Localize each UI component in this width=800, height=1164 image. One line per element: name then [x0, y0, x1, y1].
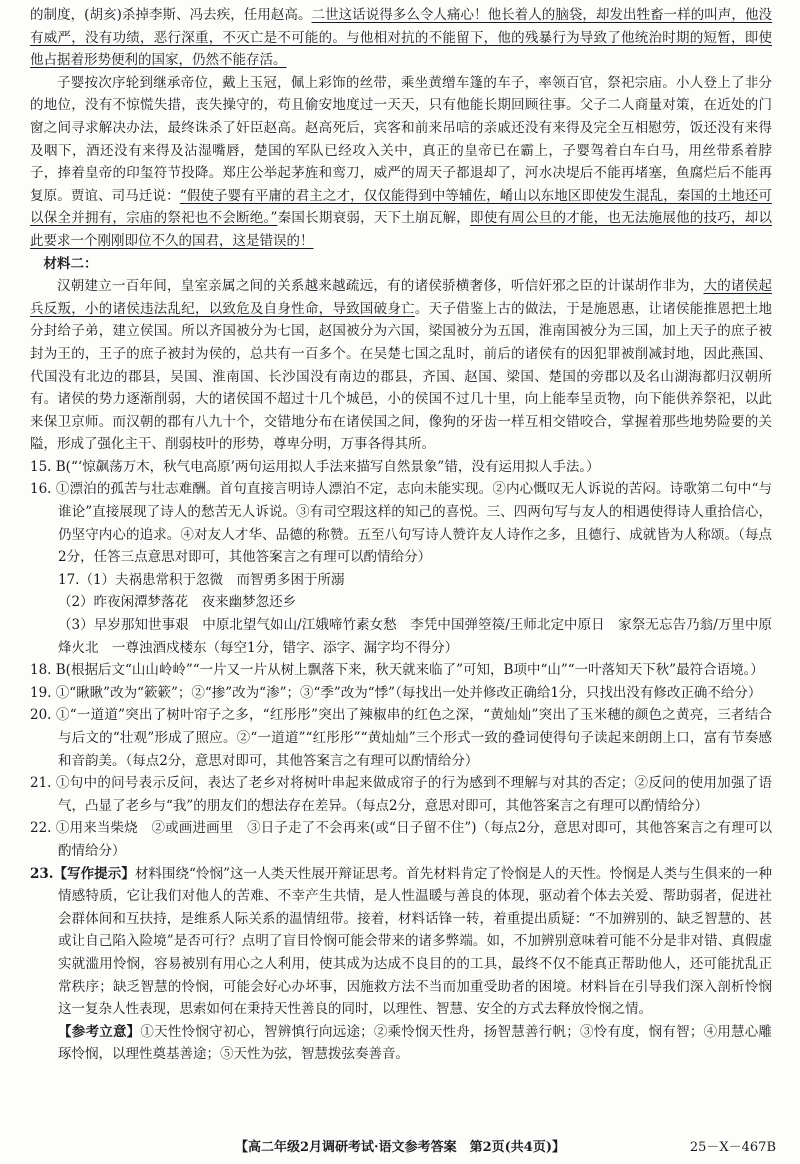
answer-17 — [30, 569, 772, 659]
passage2-underlined: 大的诸侯起兵反叛，小的诸侯违法乱纪，以致危及自身性命，导致国破身亡 — [30, 278, 773, 317]
passage1-para2-a: 子婴按次序轮到继承帝位，戴上玉冠，佩上彩饰的丝带，乘坐黄缯车篷的车子，率领百官，祭祀宗庙。小人登上了非分的地位，没有不惊慌失措，丧失操守的，苟且偷安地度过一天天，只有他能长期回顾往事。父子二人商量对策，在近处的门窗之间寻求解决办法，最终诛杀了奸臣赵高。赵高死后，宾客和前来吊唁的亲戚还没有来得及完全互相慰劳，饭还没有来得及咽下，酒还没有来得及沾湿嘴唇，楚国的军队已经攻入关中，真正的皇帝已在霸上，子婴驾着白车白马，用丝带系着脖子，捧着皇帝的印玺符节投降。郑庄公举起茅旌和鸾刀，威严的周天子都退却了，河水决堤后不能再堵塞，鱼腐烂后不能再复原。贾谊、司马迁说： — [30, 74, 772, 204]
answer-21: 21. ①句中的问号表示反问，表达了老乡对将树叶串起来做成帘子的行为感到不理解与对其的否定；②反问的使用加强了语气，凸显了老乡与“我”的朋友们的想法存在差异。（每点2分，意思对即可，其他答案言之有理可以酌情给分） — [30, 775, 772, 814]
passage1-para1-underlined: 二世这话说得多么令人痛心！他长着人的脑袋，却发出牲畜一样的叫声，他没有威严，没有功绩，恶行深重，不灭亡是不可能的。与他相对抗的不能留下，他的残暴行为导致了他统治时期的短暂，即使他占据着形势便利的国家，仍然不能存活。 — [30, 7, 772, 69]
page-content — [30, 4, 772, 1066]
answer-19: 19. ①“瞅瞅”改为“簌簌”；②“掺”改为“渗”；③“季”改为“悸”（每找出一处并修改正确给1分，只找出没有修改正确不给分） — [30, 684, 762, 701]
passage1-para2-c: 秦国长期衰弱，天下土崩瓦解， — [277, 210, 471, 227]
answer-17-part3: （3）早岁那知世事艰 中原北望气如山/江娥啼竹素女愁 李凭中国弹箜篌/王师北定中原日 家祭无忘告乃翁/万里中原烽火北 一尊浊酒戍楼东（每空1分，错字、添字、漏字均不得分） — [58, 617, 772, 656]
answer-17-part1: 17.（1）夫祸患常积于忽微 而智勇多困于所溺 — [58, 571, 345, 588]
answer-16: 16. ①漂泊的孤苦与壮志难酬。首句直接言明诗人漂泊不定，志向未能实现。②内心慨叹无人诉说的苦闷。诗歌第二句中“与谁论”直接展现了诗人的愁苦无人诉说。③有司空瑕这样的知己的喜悦。三、四两句写与友人的相遇使得诗人重拾信心，仍坚守内心的追求。④对友人才华、品德的称赞。五至八句写诗人赞许友人诗作之多，且德行、成就皆为人称颂。（每点2分，任答三点意思对即可，其他答案言之有理可以酌情给分） — [30, 481, 772, 566]
answer-20: 20. ①“一道道”突出了树叶帘子之多，“红彤彤”突出了辣椒串的红色之深，“黄灿灿”突出了玉米穗的颜色之黄亮，三者结合与后文的“壮观”形成了照应。②“一道道”“红彤彤”“黄灿灿”三个形式一致的叠词使得句子读起来朗朗上口，富有节奏感和音韵美。（每点2分，意思对即可，其他答案言之有理可以酌情给分） — [30, 707, 772, 769]
answer-23-tag: 23.【写作提示】 — [30, 865, 135, 882]
reference-theme-tag: 【参考立意】 — [58, 1023, 141, 1040]
answer-23 — [30, 863, 772, 1021]
answer-15: 15. B(“‘惊飙荡万木，秋气电高原’两句运用拟人手法来描写自然景象”错，没有运用拟人手法。） — [30, 458, 600, 475]
answer-17-part2: （2）昨夜闲潭梦落花 夜来幽梦忽还乡 — [58, 594, 297, 611]
passage2-text-a: 汉朝建立一百年间，皇室亲属之间的关系越来越疏远，有的诸侯骄横奢侈，听信奸邪之臣的计谋胡作非为， — [57, 278, 704, 295]
passage2-text-c: 。天子借鉴上古的做法，于是施恩惠，让诸侯能推恩把土地分封给子弟，建立侯国。所以齐国被分为七国，赵国被分为六国，梁国被分为五国，淮南国被分为三国，加上天子的庶子被封为王的，王子的庶子被封为侯的，总共有一百多个。在吴楚七国之乱时，前后的诸侯有的因犯罪被削减封地，因此燕国、代国没有北边的郡县，吴国、淮南国、长沙国没有南边的郡县，齐国、赵国、梁国、楚国的旁郡以及名山湖海都归汉朝所有。诸侯的势力逐渐削弱，大的诸侯国不超过十几个城邑，小的侯国不过几十里，向上能奉呈贡物，向下能供养祭祀，以此来保卫京师。而汉朝的郡有八九十个，交错地分布在诸侯国之间，像狗的牙齿一样互相交错咬合，掌握着那些地势险要的关隘，形成了强化主干、削弱枝叶的形势，尊卑分明，万事各得其所。 — [30, 300, 773, 453]
passage1-para1-a: 的制度，(胡亥)杀掉李斯、冯去疾，任用赵高。 — [30, 7, 312, 23]
footer-code: 25－X－467B — [689, 1140, 776, 1155]
passage1-para2-underlined: 即使有周公旦的才能，也无法施展他的技巧，却以此要求一个刚刚即位不久的国君，这是错误的！ — [30, 210, 773, 249]
passage1-para2 — [30, 72, 772, 253]
passage2-heading: 材料二： — [43, 255, 98, 272]
page-footer — [0, 1136, 800, 1158]
answer-23-text: 材料围绕“怜悯”这一人类天性展开辩证思考。首先材料肯定了怜悯是人的天性。怜悯是人类与生俱来的一种情感特质，它让我们对他人的苦难、不幸产生共情，是人性温暖与善良的体现，驱动着个体去关爱、帮助弱者，促进社会群体间和互扶持，是维系人际关系的温情纽带。接着，材料话锋一转，着重提出质疑：“不加辨别的、缺乏智慧的、甚或让自己陷入险境”是否可行？点明了盲目怜悯可能会带来的诸多弊端。如，不加辨别意味着可能不分是非对错、真假虚实就滥用怜悯，容易被别有用心之人利用，使其成为达成不良目的的工具，最终不仅不能真正帮助他人，还可能扰乱正常秩序；缺乏智慧的怜悯，可能会好心办坏事，因施救方法不当而加重受助者的困境。材料旨在引导我们深入剖析怜悯这一复杂人性表现，思索如何在秉持天性善良的同时，以理性、智慧、安全的方式去释放怜悯之情。 — [58, 865, 772, 1018]
passage1-para2-quote: “假使子婴有平庸的君主之才，仅仅能得到中等辅佐，崤山以东地区即使发生混乱，秦国的土地还可以保全并拥有，宗庙的祭祀也不会断绝。” — [30, 187, 773, 227]
reference-theme-text: ①天性怜悯守初心，智辨慎行向远途；②乘怜悯天性舟，扬智慧善行帆；③怜有度，悯有智；④用慧心雕琢怜悯，以理性奠基善途；⑤天性为弦，智慧拨弦奏善音。 — [58, 1023, 773, 1063]
answer-18: 18. B(根据后文“山山岭岭”“一片又一片从树上飘落下来，秋天就来临了”可知，B项中“山”“一叶落知天下秋”最符合语境。） — [30, 662, 764, 679]
reference-theme — [30, 1021, 772, 1066]
footer-title: 【高二年级2月调研考试·语文参考答案 第2页(共4页)】 — [235, 1140, 565, 1155]
answer-22: 22. ①用来当柴烧 ②或画进画里 ③日子走了不会再来(或“日子留不住”)（每点2分，意思对即可，其他答案言之有理可以酌情给分） — [30, 820, 772, 859]
passage2-text — [30, 275, 772, 456]
passage1-para1 — [30, 4, 772, 72]
